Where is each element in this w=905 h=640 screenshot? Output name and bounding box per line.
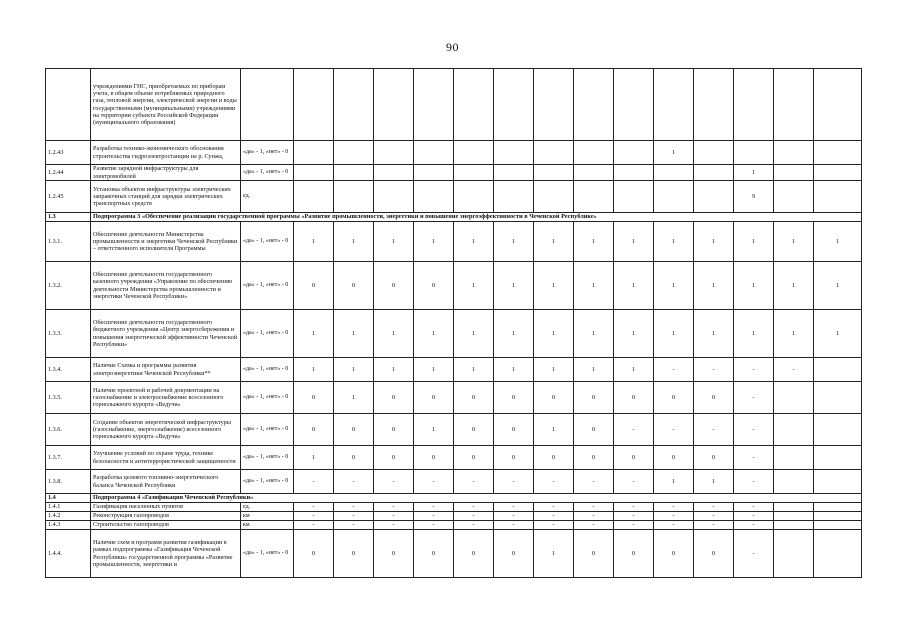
indicator-name: Обеспечение деятельности Министерства промышленности и энергетики Чеченской Республики – ответственного исполнителя Программы bbox=[91, 222, 241, 262]
value-cell: - bbox=[454, 521, 494, 530]
value-cell bbox=[774, 69, 814, 141]
value-cell: 0 bbox=[614, 446, 654, 470]
value-cell: - bbox=[694, 521, 734, 530]
unit-of-measure: км bbox=[241, 521, 294, 530]
value-cell bbox=[614, 165, 654, 181]
value-cell bbox=[374, 165, 414, 181]
value-cell: 0 bbox=[454, 414, 494, 446]
value-cell: - bbox=[694, 414, 734, 446]
table-row bbox=[46, 503, 862, 512]
value-cell: 1 bbox=[534, 530, 574, 578]
unit-of-measure: км bbox=[241, 512, 294, 521]
value-cell: - bbox=[734, 382, 774, 414]
value-cell: - bbox=[494, 470, 534, 494]
value-cell bbox=[574, 69, 614, 141]
value-cell: - bbox=[734, 358, 774, 382]
value-cell: 1 bbox=[694, 310, 734, 358]
value-cell: 1 bbox=[654, 222, 694, 262]
value-cell: 1 bbox=[454, 222, 494, 262]
section-header-row bbox=[46, 494, 862, 503]
value-cell: 1 bbox=[454, 262, 494, 310]
value-cell: 1 bbox=[614, 358, 654, 382]
value-cell bbox=[614, 181, 654, 213]
unit-of-measure: «да» - 1, «нет» - 0 bbox=[241, 382, 294, 414]
value-cell bbox=[414, 165, 454, 181]
table-row bbox=[46, 141, 862, 165]
value-cell: 1 bbox=[734, 310, 774, 358]
value-cell: 1 bbox=[294, 310, 334, 358]
value-cell: - bbox=[534, 512, 574, 521]
value-cell: 0 bbox=[334, 414, 374, 446]
value-cell: 1 bbox=[654, 141, 694, 165]
value-cell: 1 bbox=[374, 310, 414, 358]
section-title: Подпрограмма 4 «Газификация Чеченской Республики» bbox=[91, 494, 862, 503]
indicator-name: Наличие Схемы и программы развития электроэнергетики Чеченской Республики** bbox=[91, 358, 241, 382]
value-cell bbox=[414, 141, 454, 165]
value-cell: 0 bbox=[374, 446, 414, 470]
value-cell bbox=[694, 165, 734, 181]
value-cell: 1 bbox=[494, 358, 534, 382]
value-cell: 0 bbox=[454, 530, 494, 578]
value-cell: - bbox=[654, 521, 694, 530]
value-cell: - bbox=[454, 512, 494, 521]
value-cell: - bbox=[334, 512, 374, 521]
row-number: 1.4.3 bbox=[46, 521, 91, 530]
value-cell: 0 bbox=[654, 382, 694, 414]
value-cell: 0 bbox=[574, 530, 614, 578]
value-cell: 1 bbox=[374, 358, 414, 382]
indicator-name: Обеспечение деятельности государственного казенного учреждения «Управление по обеспечению деятельности Министерства промышленности и энергетики Чеченской Республики» bbox=[91, 262, 241, 310]
row-number bbox=[46, 69, 91, 141]
table-row bbox=[46, 358, 862, 382]
value-cell: - bbox=[374, 521, 414, 530]
indicator-name: Строительство газопроводов bbox=[91, 521, 241, 530]
value-cell: - bbox=[374, 503, 414, 512]
value-cell bbox=[774, 446, 814, 470]
unit-of-measure bbox=[241, 69, 294, 141]
value-cell: - bbox=[494, 503, 534, 512]
indicator-name: Реконструкция газопроводов bbox=[91, 512, 241, 521]
value-cell: 0 bbox=[574, 414, 614, 446]
table-row bbox=[46, 446, 862, 470]
value-cell bbox=[654, 69, 694, 141]
value-cell: 1 bbox=[414, 222, 454, 262]
row-number: 1.2.43 bbox=[46, 141, 91, 165]
row-number: 1.3.3. bbox=[46, 310, 91, 358]
value-cell: 1 bbox=[694, 470, 734, 494]
row-number: 1.2.45 bbox=[46, 181, 91, 213]
table-row bbox=[46, 69, 862, 141]
value-cell bbox=[294, 165, 334, 181]
value-cell bbox=[494, 69, 534, 141]
value-cell bbox=[614, 141, 654, 165]
value-cell: 1 bbox=[454, 358, 494, 382]
value-cell: - bbox=[774, 358, 814, 382]
section-number: 1.3 bbox=[46, 213, 91, 222]
value-cell bbox=[774, 530, 814, 578]
value-cell bbox=[614, 69, 654, 141]
value-cell: 1 bbox=[694, 222, 734, 262]
value-cell bbox=[774, 181, 814, 213]
value-cell: 1 bbox=[334, 358, 374, 382]
value-cell bbox=[454, 165, 494, 181]
value-cell: - bbox=[494, 521, 534, 530]
value-cell: 1 bbox=[614, 262, 654, 310]
value-cell: 0 bbox=[374, 382, 414, 414]
value-cell bbox=[494, 181, 534, 213]
indicator-name: Наличие схем и программ развития газификации в рамках подпрограммы «Газификация Чеченской Республики» государственной программы «Развитие промышленности, энергетики и bbox=[91, 530, 241, 578]
value-cell bbox=[494, 165, 534, 181]
value-cell: - bbox=[414, 470, 454, 494]
value-cell: 0 bbox=[334, 262, 374, 310]
value-cell bbox=[454, 69, 494, 141]
section-title: Подпрограмма 3 «Обеспечение реализации государственной программы «Развитие промышленности, энергетики и повышение энергоэффективности в Чеченской Республике» bbox=[91, 213, 862, 222]
row-number: 1.3.8. bbox=[46, 470, 91, 494]
value-cell bbox=[814, 414, 862, 446]
value-cell: - bbox=[614, 521, 654, 530]
value-cell: 0 bbox=[294, 414, 334, 446]
value-cell bbox=[774, 382, 814, 414]
table-row bbox=[46, 181, 862, 213]
value-cell: - bbox=[614, 512, 654, 521]
row-number: 1.3.7. bbox=[46, 446, 91, 470]
value-cell: 1 bbox=[494, 310, 534, 358]
unit-of-measure: «да» - 1, «нет» - 0 bbox=[241, 414, 294, 446]
value-cell bbox=[814, 512, 862, 521]
value-cell: 0 bbox=[574, 382, 614, 414]
value-cell: 1 bbox=[654, 470, 694, 494]
value-cell: 1 bbox=[574, 262, 614, 310]
value-cell bbox=[294, 181, 334, 213]
value-cell: 1 bbox=[374, 222, 414, 262]
value-cell: 0 bbox=[454, 446, 494, 470]
value-cell: 0 bbox=[414, 262, 454, 310]
value-cell: - bbox=[414, 503, 454, 512]
value-cell: - bbox=[414, 512, 454, 521]
value-cell: 0 bbox=[534, 446, 574, 470]
value-cell: - bbox=[414, 521, 454, 530]
value-cell: - bbox=[534, 503, 574, 512]
value-cell bbox=[814, 69, 862, 141]
value-cell bbox=[574, 165, 614, 181]
value-cell bbox=[694, 69, 734, 141]
value-cell: 0 bbox=[694, 382, 734, 414]
value-cell bbox=[774, 521, 814, 530]
indicator-name: Создание объектов энергетической инфраструктуры (газоснабжение, энергоснабжение) всесезонного горнолыжного курорта «Ведучи» bbox=[91, 414, 241, 446]
value-cell: 1 bbox=[534, 358, 574, 382]
value-cell: 1 bbox=[494, 222, 534, 262]
value-cell: 0 bbox=[614, 530, 654, 578]
value-cell: 0 bbox=[334, 530, 374, 578]
value-cell: 0 bbox=[294, 262, 334, 310]
table-row bbox=[46, 512, 862, 521]
value-cell: - bbox=[294, 470, 334, 494]
value-cell bbox=[454, 181, 494, 213]
value-cell bbox=[534, 141, 574, 165]
row-number: 1.2.44 bbox=[46, 165, 91, 181]
value-cell bbox=[814, 382, 862, 414]
value-cell: 1 bbox=[694, 262, 734, 310]
indicator-name: Разработка технико-экономического обоснования строительства гидроэлектростанции на р. Сунжа, bbox=[91, 141, 241, 165]
value-cell: - bbox=[294, 521, 334, 530]
value-cell: - bbox=[534, 470, 574, 494]
value-cell: 1 bbox=[614, 310, 654, 358]
value-cell: 0 bbox=[494, 414, 534, 446]
value-cell: 0 bbox=[374, 530, 414, 578]
indicator-name: учреждениями ГНС, приобретаемых по приборам учета, в общем объеме потребляемых природного газа, тепловой энергии, электрической энергии и воды государственными (муниципальными) учреждениями на территории субъекта Российской Федерации (муниципального образования) bbox=[91, 69, 241, 141]
table-row bbox=[46, 530, 862, 578]
value-cell: 0 bbox=[494, 530, 534, 578]
value-cell bbox=[814, 141, 862, 165]
value-cell: 0 bbox=[294, 382, 334, 414]
value-cell: - bbox=[654, 414, 694, 446]
value-cell: - bbox=[374, 512, 414, 521]
unit-of-measure: «да» - 1, «нет» - 0 bbox=[241, 530, 294, 578]
table-row bbox=[46, 470, 862, 494]
value-cell: 0 bbox=[414, 446, 454, 470]
row-number: 1.3.1. bbox=[46, 222, 91, 262]
value-cell bbox=[774, 141, 814, 165]
value-cell: 0 bbox=[494, 382, 534, 414]
value-cell bbox=[814, 446, 862, 470]
value-cell: - bbox=[654, 512, 694, 521]
table-row bbox=[46, 382, 862, 414]
value-cell bbox=[374, 141, 414, 165]
unit-of-measure: ед. bbox=[241, 181, 294, 213]
row-number: 1.4.4. bbox=[46, 530, 91, 578]
value-cell: 1 bbox=[774, 222, 814, 262]
value-cell: - bbox=[334, 521, 374, 530]
value-cell bbox=[814, 521, 862, 530]
value-cell: - bbox=[654, 358, 694, 382]
value-cell bbox=[334, 69, 374, 141]
value-cell: - bbox=[734, 414, 774, 446]
value-cell: 0 bbox=[374, 262, 414, 310]
value-cell bbox=[774, 503, 814, 512]
value-cell: - bbox=[534, 521, 574, 530]
table-row bbox=[46, 165, 862, 181]
value-cell: - bbox=[294, 512, 334, 521]
value-cell: 0 bbox=[534, 382, 574, 414]
value-cell: 9 bbox=[734, 181, 774, 213]
value-cell: - bbox=[734, 470, 774, 494]
value-cell bbox=[294, 141, 334, 165]
value-cell: 1 bbox=[734, 262, 774, 310]
value-cell: 1 bbox=[414, 414, 454, 446]
value-cell bbox=[334, 141, 374, 165]
value-cell: 1 bbox=[334, 310, 374, 358]
indicator-name: Развитие зарядной инфраструктуры для электромобилей bbox=[91, 165, 241, 181]
value-cell: 1 bbox=[494, 262, 534, 310]
value-cell bbox=[694, 141, 734, 165]
indicator-name: Разработка целевого топливно-энергетического баланса Чеченской Республики bbox=[91, 470, 241, 494]
value-cell bbox=[774, 165, 814, 181]
unit-of-measure: «да» - 1, «нет» - 0 bbox=[241, 358, 294, 382]
value-cell: 1 bbox=[574, 222, 614, 262]
value-cell: 1 bbox=[294, 358, 334, 382]
value-cell: - bbox=[294, 503, 334, 512]
unit-of-measure: «да» - 1, «нет» - 0 bbox=[241, 165, 294, 181]
value-cell: 1 bbox=[814, 222, 862, 262]
value-cell: - bbox=[734, 512, 774, 521]
row-number: 1.4.2 bbox=[46, 512, 91, 521]
value-cell bbox=[534, 181, 574, 213]
row-number: 1.3.2. bbox=[46, 262, 91, 310]
table-row bbox=[46, 262, 862, 310]
value-cell bbox=[454, 141, 494, 165]
value-cell: - bbox=[734, 503, 774, 512]
value-cell bbox=[814, 530, 862, 578]
value-cell: - bbox=[574, 512, 614, 521]
value-cell bbox=[814, 181, 862, 213]
value-cell: - bbox=[454, 503, 494, 512]
value-cell: 1 bbox=[734, 222, 774, 262]
value-cell: 0 bbox=[374, 414, 414, 446]
value-cell: 1 bbox=[734, 165, 774, 181]
value-cell bbox=[334, 181, 374, 213]
value-cell: 0 bbox=[574, 446, 614, 470]
value-cell: 0 bbox=[294, 530, 334, 578]
value-cell: 1 bbox=[294, 222, 334, 262]
value-cell bbox=[734, 69, 774, 141]
value-cell bbox=[814, 503, 862, 512]
value-cell bbox=[734, 141, 774, 165]
value-cell bbox=[294, 69, 334, 141]
section-number: 1.4 bbox=[46, 494, 91, 503]
value-cell bbox=[534, 165, 574, 181]
value-cell: 0 bbox=[654, 446, 694, 470]
unit-of-measure: «да» - 1, «нет» - 0 bbox=[241, 310, 294, 358]
unit-of-measure: «да» - 1, «нет» - 0 bbox=[241, 446, 294, 470]
value-cell: 0 bbox=[454, 382, 494, 414]
value-cell: 1 bbox=[654, 310, 694, 358]
value-cell: 0 bbox=[654, 530, 694, 578]
indicator-name: Обеспечение деятельности государственного бюджетного учреждения «Центр энергосбережения и повышения энергетической эффективности Чеченской Республики» bbox=[91, 310, 241, 358]
value-cell: - bbox=[334, 470, 374, 494]
value-cell: 1 bbox=[454, 310, 494, 358]
value-cell: 0 bbox=[494, 446, 534, 470]
value-cell: - bbox=[574, 470, 614, 494]
value-cell bbox=[494, 141, 534, 165]
value-cell: 1 bbox=[814, 310, 862, 358]
value-cell: 1 bbox=[774, 262, 814, 310]
value-cell bbox=[814, 358, 862, 382]
section-header-row bbox=[46, 213, 862, 222]
value-cell: 0 bbox=[614, 382, 654, 414]
value-cell: 0 bbox=[694, 446, 734, 470]
row-number: 1.3.5. bbox=[46, 382, 91, 414]
value-cell bbox=[774, 512, 814, 521]
value-cell bbox=[414, 69, 454, 141]
value-cell: - bbox=[654, 503, 694, 512]
table-row bbox=[46, 310, 862, 358]
value-cell bbox=[574, 141, 614, 165]
indicators-table bbox=[45, 68, 862, 578]
unit-of-measure: «да» - 1, «нет» - 0 bbox=[241, 141, 294, 165]
value-cell: 0 bbox=[694, 530, 734, 578]
value-cell: 1 bbox=[654, 262, 694, 310]
row-number: 1.4.1 bbox=[46, 503, 91, 512]
value-cell: 1 bbox=[574, 358, 614, 382]
value-cell: 1 bbox=[534, 414, 574, 446]
value-cell: - bbox=[574, 521, 614, 530]
table-row bbox=[46, 521, 862, 530]
value-cell: - bbox=[374, 470, 414, 494]
value-cell bbox=[534, 69, 574, 141]
table-row bbox=[46, 414, 862, 446]
value-cell: 1 bbox=[814, 262, 862, 310]
value-cell: - bbox=[494, 512, 534, 521]
unit-of-measure: ед. bbox=[241, 503, 294, 512]
value-cell bbox=[814, 470, 862, 494]
indicator-name: Газификация населенных пунктов bbox=[91, 503, 241, 512]
value-cell: 1 bbox=[414, 358, 454, 382]
value-cell: - bbox=[454, 470, 494, 494]
value-cell: 1 bbox=[614, 222, 654, 262]
value-cell: 1 bbox=[534, 310, 574, 358]
value-cell bbox=[814, 165, 862, 181]
value-cell: 0 bbox=[414, 530, 454, 578]
indicator-name: Установка объектов инфраструктуры электрических заправочных станций для зарядки электрических транспортных средств bbox=[91, 181, 241, 213]
value-cell: - bbox=[334, 503, 374, 512]
value-cell: - bbox=[694, 512, 734, 521]
unit-of-measure: «да» - 1, «нет» - 0 bbox=[241, 222, 294, 262]
value-cell: 0 bbox=[334, 446, 374, 470]
value-cell bbox=[374, 69, 414, 141]
value-cell bbox=[414, 181, 454, 213]
value-cell: 0 bbox=[414, 382, 454, 414]
value-cell: 1 bbox=[334, 382, 374, 414]
value-cell: 1 bbox=[534, 222, 574, 262]
unit-of-measure: «да» - 1, «нет» - 0 bbox=[241, 470, 294, 494]
value-cell bbox=[694, 181, 734, 213]
indicator-name: Наличие проектной и рабочей документации на газоснабжение и электроснабжение всесезонного горнолыжного курорта «Ведучи» bbox=[91, 382, 241, 414]
value-cell bbox=[654, 165, 694, 181]
row-number: 1.3.6. bbox=[46, 414, 91, 446]
table-row bbox=[46, 222, 862, 262]
value-cell: - bbox=[734, 530, 774, 578]
value-cell bbox=[774, 414, 814, 446]
value-cell: - bbox=[574, 503, 614, 512]
value-cell: 1 bbox=[414, 310, 454, 358]
value-cell: - bbox=[694, 358, 734, 382]
value-cell bbox=[774, 470, 814, 494]
indicator-name: Улучшение условий по охране труда, технике безопасности и антитеррористической защищенности bbox=[91, 446, 241, 470]
value-cell: - bbox=[694, 503, 734, 512]
value-cell: - bbox=[734, 446, 774, 470]
value-cell: - bbox=[614, 414, 654, 446]
value-cell bbox=[334, 165, 374, 181]
value-cell bbox=[654, 181, 694, 213]
value-cell: - bbox=[614, 470, 654, 494]
value-cell: 1 bbox=[334, 222, 374, 262]
page-number: 90 bbox=[446, 40, 459, 54]
value-cell: - bbox=[734, 521, 774, 530]
value-cell: 1 bbox=[574, 310, 614, 358]
value-cell bbox=[374, 181, 414, 213]
unit-of-measure: «да» - 1, «нет» - 0 bbox=[241, 262, 294, 310]
row-number: 1.3.4. bbox=[46, 358, 91, 382]
value-cell: 1 bbox=[774, 310, 814, 358]
value-cell: 1 bbox=[294, 446, 334, 470]
value-cell bbox=[574, 181, 614, 213]
value-cell: - bbox=[614, 503, 654, 512]
value-cell: 1 bbox=[534, 262, 574, 310]
